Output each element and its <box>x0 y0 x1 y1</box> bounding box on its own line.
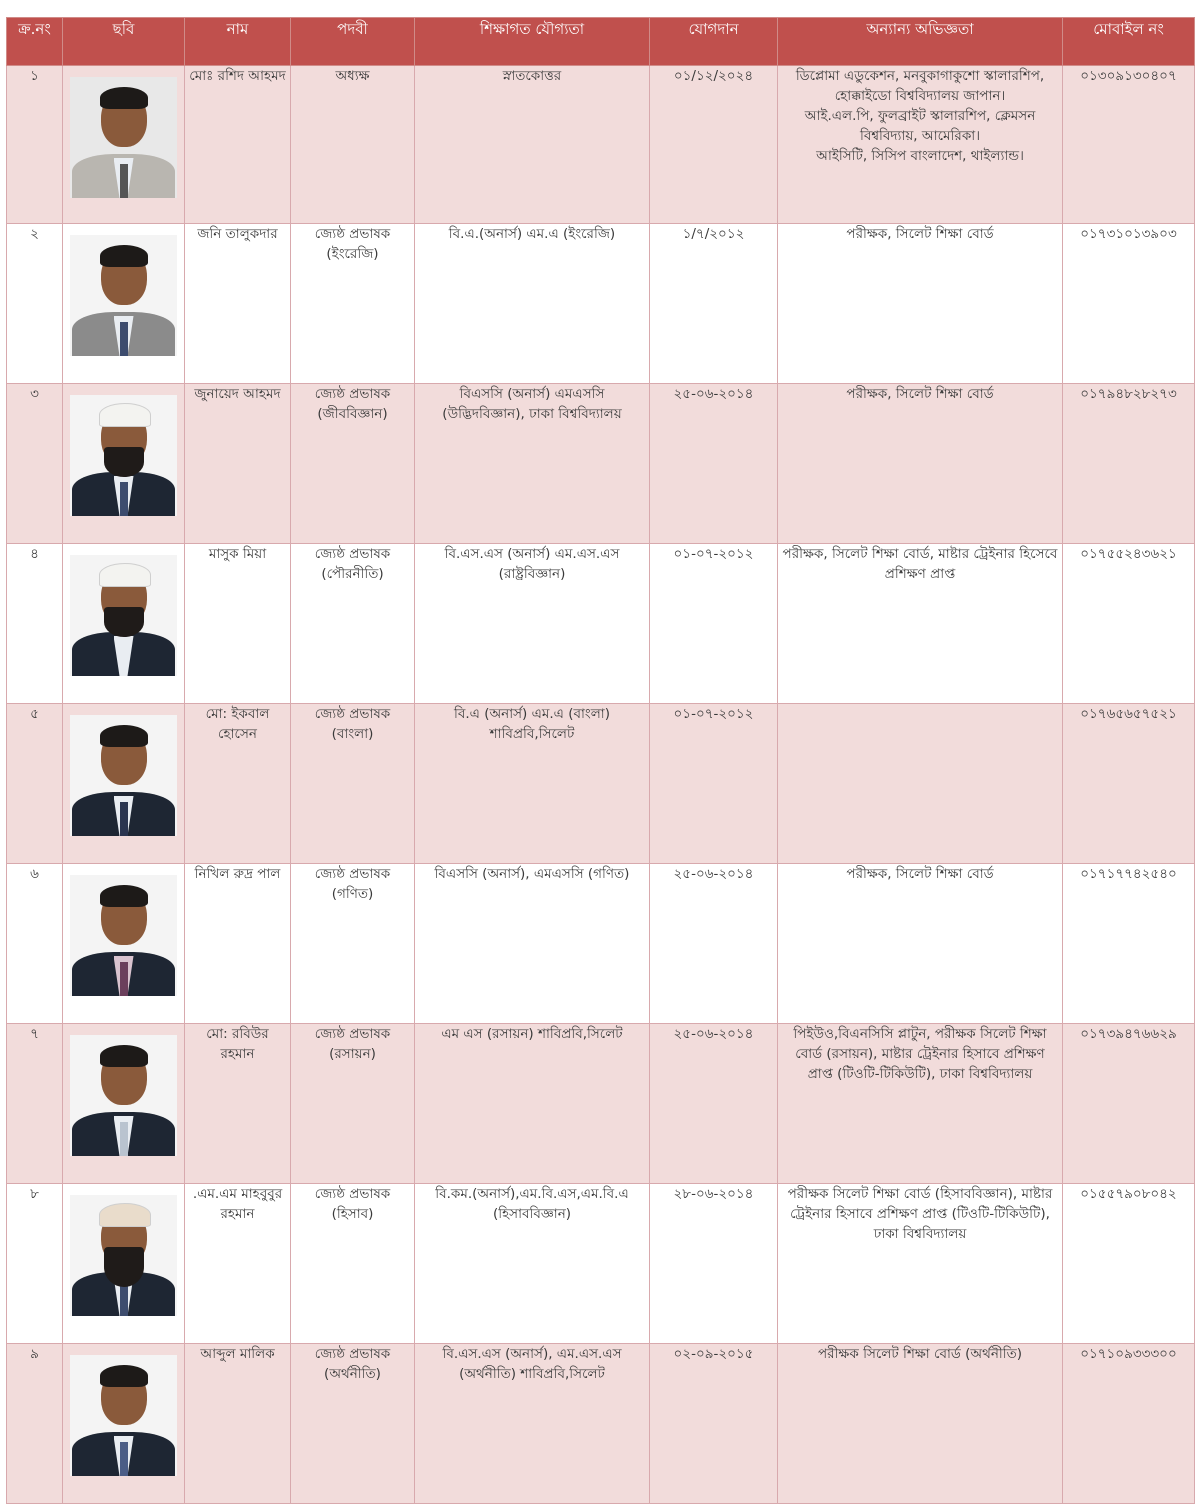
teacher-photo <box>70 395 177 516</box>
mobile-cell: ০১৭৫৫২৪৩৬২১ <box>1063 544 1195 704</box>
table-header-row <box>7 18 1195 66</box>
designation-cell: জ্যেষ্ঠ প্রভাষক (হিসাব) <box>291 1184 415 1344</box>
teacher-table <box>6 17 1195 1504</box>
table-row <box>7 544 1195 704</box>
name-cell: নিখিল রুদ্র পাল <box>185 864 291 1024</box>
experience-cell: পরীক্ষক, সিলেট শিক্ষা বোর্ড <box>778 224 1063 384</box>
education-cell: বি.এস.এস (অনার্স) এম.এস.এস (রাষ্ট্রবিজ্ঞান) <box>415 544 650 704</box>
experience-cell: পিইউও,বিএনসিসি প্লাটুন, পরীক্ষক সিলেট শিক্ষা বোর্ড (রসায়ন), মাষ্টার ট্রেইনার হিসাবে প্রশিক্ষণ প্রাপ্ত (টিওটি-টিকিউটি), ঢাকা বিশ্ববিদ্যালয় <box>778 1024 1063 1184</box>
serial-cell: ৪ <box>7 544 63 704</box>
name-cell: মাসুক মিয়া <box>185 544 291 704</box>
joining-cell: ২৮-০৬-২০১৪ <box>650 1184 778 1344</box>
table-row <box>7 66 1195 224</box>
designation-cell: জ্যেষ্ঠ প্রভাষক (পৌরনীতি) <box>291 544 415 704</box>
education-cell: বিএসসি (অনার্স), এমএসসি (গণিত) <box>415 864 650 1024</box>
table-row <box>7 224 1195 384</box>
serial-cell: ৫ <box>7 704 63 864</box>
joining-cell: ২৫-০৬-২০১৪ <box>650 1024 778 1184</box>
experience-cell: পরীক্ষক, সিলেট শিক্ষা বোর্ড, মাষ্টার ট্রেইনার হিসেবে প্রশিক্ষণ প্রাপ্ত <box>778 544 1063 704</box>
serial-cell: ৬ <box>7 864 63 1024</box>
education-cell: এম এস (রসায়ন) শাবিপ্রবি,সিলেট <box>415 1024 650 1184</box>
teacher-photo <box>70 715 177 836</box>
education-cell: স্নাতকোত্তর <box>415 66 650 224</box>
mobile-cell: ০১৭৯৪৮২৮২৭৩ <box>1063 384 1195 544</box>
serial-cell: ৮ <box>7 1184 63 1344</box>
serial-cell: ৭ <box>7 1024 63 1184</box>
table-row <box>7 1024 1195 1184</box>
education-cell: বি.এ (অনার্স) এম.এ (বাংলা) শাবিপ্রবি,সিলেট <box>415 704 650 864</box>
experience-cell: পরীক্ষক সিলেট শিক্ষা বোর্ড (হিসাববিজ্ঞান), মাষ্টার ট্রেইনার হিসাবে প্রশিক্ষণ প্রাপ্ত (টিওটি-টিকিউটি), ঢাকা বিশ্ববিদ্যালয় <box>778 1184 1063 1344</box>
photo-cell <box>63 544 185 704</box>
header-mobile: মোবাইল নং <box>1063 18 1195 66</box>
serial-cell: ১ <box>7 66 63 224</box>
designation-cell: অধ্যক্ষ <box>291 66 415 224</box>
header-photo: ছবি <box>63 18 185 66</box>
table-row <box>7 704 1195 864</box>
designation-cell: জ্যেষ্ঠ প্রভাষক (রসায়ন) <box>291 1024 415 1184</box>
joining-cell: ১/৭/২০১২ <box>650 224 778 384</box>
education-cell: বি.এস.এস (অনার্স), এম.এস.এস (অর্থনীতি) শাবিপ্রবি,সিলেট <box>415 1344 650 1504</box>
photo-cell <box>63 1184 185 1344</box>
table-row <box>7 1184 1195 1344</box>
header-experience: অন্যান্য অভিজ্ঞতা <box>778 18 1063 66</box>
table-row <box>7 384 1195 544</box>
teacher-photo <box>70 555 177 676</box>
serial-cell: ২ <box>7 224 63 384</box>
education-cell: বি.এ.(অনার্স) এম.এ (ইংরেজি) <box>415 224 650 384</box>
teacher-table-container <box>6 17 1194 1504</box>
teacher-photo <box>70 1035 177 1156</box>
joining-cell: ০১-০৭-২০১২ <box>650 704 778 864</box>
photo-cell <box>63 1344 185 1504</box>
mobile-cell: ০১৭১০৯৩৩৩০০ <box>1063 1344 1195 1504</box>
designation-cell: জ্যেষ্ঠ প্রভাষক (অর্থনীতি) <box>291 1344 415 1504</box>
teacher-photo <box>70 875 177 996</box>
mobile-cell: ০১৭১৭৭৪২৫৪০ <box>1063 864 1195 1024</box>
photo-cell <box>63 1024 185 1184</box>
mobile-cell: ০১৫৫৭৯০৮০৪২ <box>1063 1184 1195 1344</box>
joining-cell: ২৫-০৬-২০১৪ <box>650 864 778 1024</box>
header-serial: ক্র.নং <box>7 18 63 66</box>
education-cell: বি.কম.(অনার্স),এম.বি.এস,এম.বি.এ (হিসাববিজ্ঞান) <box>415 1184 650 1344</box>
name-cell: আব্দুল মালিক <box>185 1344 291 1504</box>
photo-cell <box>63 384 185 544</box>
mobile-cell: ০১৭৩১০১৩৯০৩ <box>1063 224 1195 384</box>
designation-cell: জ্যেষ্ঠ প্রভাষক (বাংলা) <box>291 704 415 864</box>
name-cell: .এম.এম মাহবুবুর রহমান <box>185 1184 291 1344</box>
teacher-photo <box>70 77 177 198</box>
experience-cell <box>778 704 1063 864</box>
header-education: শিক্ষাগত যৌগ্যতা <box>415 18 650 66</box>
designation-cell: জ্যেষ্ঠ প্রভাষক (জীববিজ্ঞান) <box>291 384 415 544</box>
mobile-cell: ০১৩০৯১৩০৪০৭ <box>1063 66 1195 224</box>
photo-cell <box>63 66 185 224</box>
header-joining: যোগদান <box>650 18 778 66</box>
name-cell: জনি তালুকদার <box>185 224 291 384</box>
name-cell: মো: ইকবাল হোসেন <box>185 704 291 864</box>
experience-cell: পরীক্ষক সিলেট শিক্ষা বোর্ড (অর্থনীতি) <box>778 1344 1063 1504</box>
name-cell: মোঃ রশিদ আহমদ <box>185 66 291 224</box>
joining-cell: ০১-০৭-২০১২ <box>650 544 778 704</box>
photo-cell <box>63 864 185 1024</box>
teacher-photo <box>70 1355 177 1476</box>
header-designation: পদবী <box>291 18 415 66</box>
joining-cell: ০২-০৯-২০১৫ <box>650 1344 778 1504</box>
photo-cell <box>63 704 185 864</box>
mobile-cell: ০১৭৬৫৬৫৭৫২১ <box>1063 704 1195 864</box>
serial-cell: ৯ <box>7 1344 63 1504</box>
header-name: নাম <box>185 18 291 66</box>
experience-cell: ডিপ্লোমা এডুকেশন, মনবুকাগাকুশো স্কালারশিপ, হোক্কাইডো বিশ্ববিদ্যালয় জাপান। আই.এল.পি, ফুলব্রাইট স্কালারশিপ, ক্লেমসন বিশ্ববিদ্যায়, আমেরিকা। আইসিটি, সিসিপ বাংলাদেশ, থাইল্যান্ড। <box>778 66 1063 224</box>
joining-cell: ২৫-০৬-২০১৪ <box>650 384 778 544</box>
teacher-photo <box>70 1195 177 1316</box>
experience-cell: পরীক্ষক, সিলেট শিক্ষা বোর্ড <box>778 384 1063 544</box>
name-cell: জুনায়েদ আহমদ <box>185 384 291 544</box>
teacher-photo <box>70 235 177 356</box>
serial-cell: ৩ <box>7 384 63 544</box>
designation-cell: জ্যেষ্ঠ প্রভাষক (ইংরেজি) <box>291 224 415 384</box>
joining-cell: ০১/১২/২০২৪ <box>650 66 778 224</box>
table-row <box>7 1344 1195 1504</box>
photo-cell <box>63 224 185 384</box>
mobile-cell: ০১৭৩৯৪৭৬৬২৯ <box>1063 1024 1195 1184</box>
name-cell: মো: রবিউর রহমান <box>185 1024 291 1184</box>
designation-cell: জ্যেষ্ঠ প্রভাষক (গণিত) <box>291 864 415 1024</box>
education-cell: বিএসসি (অনার্স) এমএসসি (উদ্ভিদবিজ্ঞান), ঢাকা বিশ্ববিদ্যালয় <box>415 384 650 544</box>
experience-cell: পরীক্ষক, সিলেট শিক্ষা বোর্ড <box>778 864 1063 1024</box>
table-row <box>7 864 1195 1024</box>
